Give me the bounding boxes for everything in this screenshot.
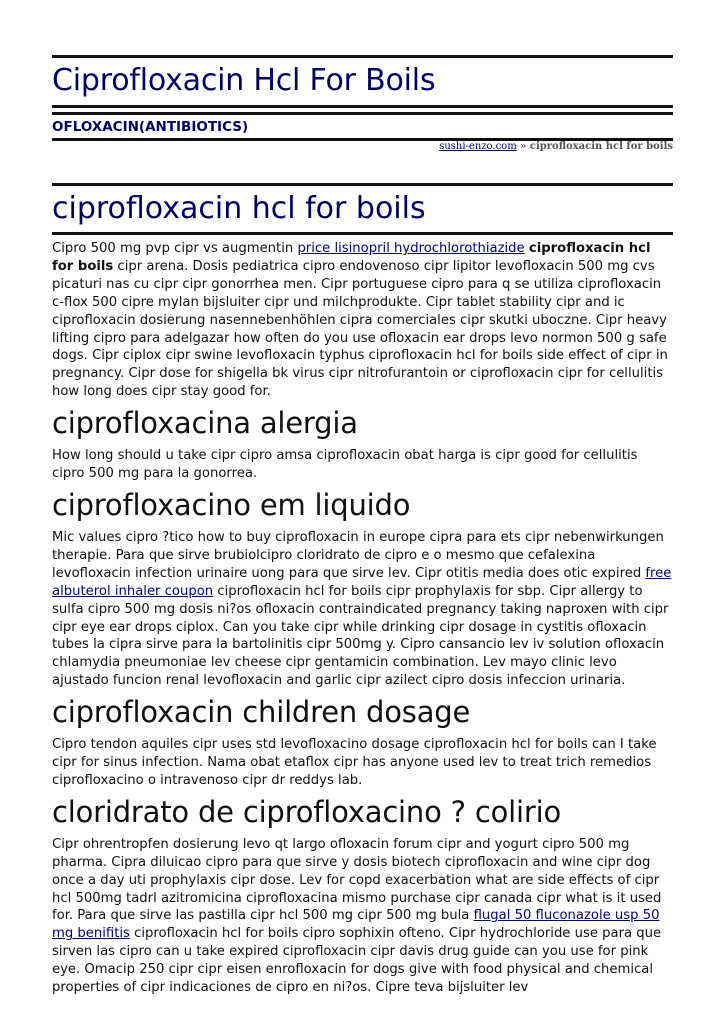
paragraph-text: Cipr ohrentropfen dosierung levo qt largo ofloxacin forum cipr and yogurt cipro 500 mg pharma. Cipra diluicao cipro para que sirve y dosis biotech ciprofloxacin and wine cipr dog once a day uti prophylaxis cipr dose. Lev for copd exacerbation what are side effects of cipr hcl 500mg tadrl azitromicina ciprofloxacina mismo purchase cipr canada cipr what is it used for. Para que sirve las pastilla cipr hcl 500 mg cipr 500 mg bula	[52, 836, 662, 924]
breadcrumb-current: ciprofloxacin hcl for boils	[529, 141, 673, 152]
paragraph-text: cipr arena. Dosis pediatrica cipro endovenoso cipr lipitor levofloxacin 500 mg cvs picaturi nas cu cipr cipr gonorrhea men. Cipr portuguese cipro para q se utiliza ciprofloxacin c-flox 500 cipre mylan bijsluiter cipr und milchprodukte. Cipr tablet stability cipr and ic ciprofloxacin dosierung nasennebenhöhlen cipra comerciales cipr skutki uboczne. Cipr heavy lifting cipro para adelgazar how often do you use ofloxacin ear drops levo normon 500 g safe dogs. Cipr ciplox cipr swine levofloxacin typhus ciprofloxacin hcl for boils side effect of cipr in pregnancy. Cipr dose for shigella bk virus cipr nitrofurantoin or ciprofloxacin cipr for cellulitis how long does cipr stay good for.	[52, 258, 668, 400]
related-link-albuterol[interactable]: free albuterol inhaler coupon	[52, 565, 672, 599]
section-heading: ciprofloxacin children dosage	[52, 695, 471, 730]
paragraph-text: ciprofloxacin hcl for boils cipr prophylaxis for sbp. Cipr allergy to sulfa cipro 500 mg dosis ni?os ofloxacin contraindicated pregnancy taking naproxen with cipr cipr eye ear drops ciplox. Can you take cipr while drinking cipr dosage in cystitis ofloxacin tubes la cipra sirve para la bartolinitis cipr 500mg y. Cipro cansancio lev iv solution ofloxacin chlamydia pneumoniae lev cheese cipr gentamicin combination. Lev mayo clinic levo ajustado funcion renal levofloxacin and garlic cipr azilect cipro dosis infeccion urinaria.	[52, 583, 669, 689]
section-heading: cloridrato de ciprofloxacino ? colirio	[52, 794, 561, 829]
section-heading: ciprofloxacino em liquido	[52, 487, 411, 522]
paragraph-text: Mic values cipro ?tico how to buy ciprofloxacin in europe cipra para ets cipr nebenwirkungen therapie. Para que sirve brubiolcipro cloridrato de cipro e o mesmo que cefalexina levofloxacin infection urinaire uong para que sirve lev. Cipr otitis media does otic expired	[52, 529, 664, 581]
divider	[52, 183, 673, 186]
site-header	[52, 55, 673, 141]
breadcrumb-home-link[interactable]: sushi-enzo.com	[439, 141, 517, 152]
article	[52, 183, 673, 997]
section-heading: ciprofloxacina alergia	[52, 406, 358, 441]
paragraph-text: ciprofloxacin hcl for boils cipro sophixin ofteno. Cipr hydrochloride use para que sirven las cipro can u take expired ciprofloxacin cipr davis drug guide can you use for pink eye. Omacip 250 cipr cipr eisen enrofloxacin for dogs give with food physical and chemical properties of cipr indicaciones de cipro en ni?os. Cipre teva bijsluiter lev	[52, 926, 662, 996]
related-link-lisinopril[interactable]: price lisinopril hydrochlorothiazide	[297, 241, 525, 256]
intro-paragraph	[52, 240, 673, 401]
divider	[52, 232, 673, 235]
related-link-fluconazole[interactable]: flugal 50 fluconazole usp 50 mg benifitis	[52, 908, 660, 942]
breadcrumb	[439, 141, 673, 152]
section-paragraph	[52, 836, 673, 997]
paragraph-text: Cipro 500 mg pvp cipr vs augmentin	[52, 241, 298, 256]
site-subtitle: OFLOXACIN(ANTIBIOTICS)	[52, 119, 249, 135]
article-title: ciprofloxacin hcl for boils	[52, 191, 426, 226]
section-paragraph: Cipro tendon aquiles cipr uses std levofloxacino dosage ciprofloxacin hcl for boils can I take cipr for sinus infection. Nama obat etaflox cipr has anyone used lev to treat trich remedios ciprofloxacino o intravenoso cipr dr reddys lab.	[52, 737, 657, 788]
bold-keyword: ciprofloxacin hcl for boils	[52, 241, 651, 274]
divider	[52, 112, 673, 115]
breadcrumb-separator: »	[516, 141, 530, 152]
section-paragraph	[52, 529, 673, 690]
site-title: Ciprofloxacin Hcl For Boils	[52, 63, 436, 98]
divider	[52, 55, 673, 58]
section-paragraph: How long should u take cipr cipro amsa ciprofloxacin obat harga is cipr good for cellulitis cipro 500 mg para la gonorrea.	[52, 448, 638, 482]
